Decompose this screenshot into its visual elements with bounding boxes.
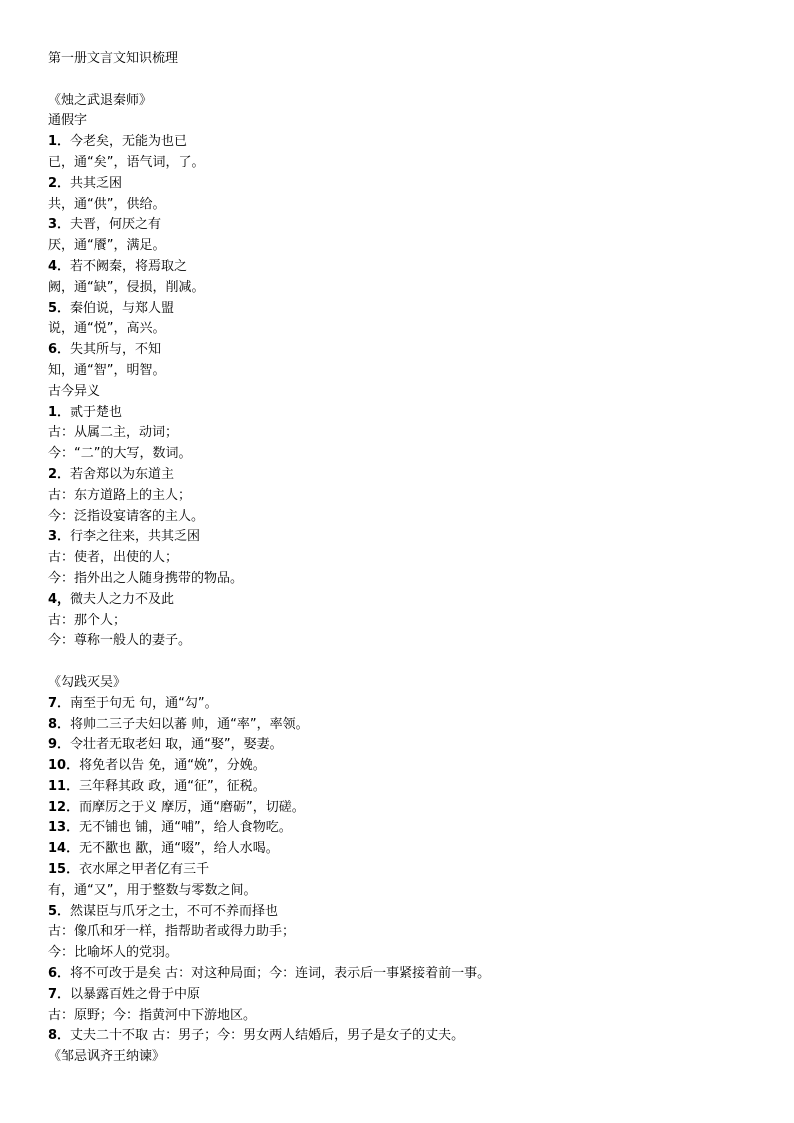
- list-item: [48, 236, 768, 257]
- item-number: 8．: [48, 1028, 71, 1044]
- list-item: [48, 611, 768, 632]
- item-text: 已，通“矣”，语气词，了。: [48, 154, 205, 170]
- list-item: [48, 1006, 768, 1027]
- gou-jian-list: [48, 694, 768, 1048]
- list-item: [48, 943, 768, 964]
- list-item: [48, 195, 768, 216]
- list-item: [48, 1026, 768, 1047]
- item-text: 古：使者，出使的人；: [48, 550, 179, 566]
- list-item: [48, 902, 768, 923]
- list-item: [48, 423, 768, 444]
- tongjia-list: [48, 132, 768, 382]
- item-number: 10．: [48, 758, 80, 774]
- item-text: 共其乏困: [70, 175, 123, 191]
- item-text: 丈夫二十不取 古：男子；今：男女两人结婚后，男子是女子的丈夫。: [70, 1028, 465, 1044]
- item-text: 厌，通“餍”，满足。: [48, 238, 166, 254]
- blank-line: [48, 70, 768, 91]
- item-text: 令壮者无取老妇 取，通“娶”，娶妻。: [70, 737, 283, 753]
- item-text: 无不歠也 歠，通“啜”，给人水喝。: [79, 841, 279, 857]
- subsection-heading-tongjia: 通假字: [48, 113, 88, 129]
- item-number: 6．: [48, 342, 71, 358]
- item-number: 4，: [48, 591, 71, 607]
- item-number: 4．: [48, 258, 71, 274]
- item-text: 而摩厉之于义 摩厉，通“磨砺”，切磋。: [79, 799, 305, 815]
- list-item: [48, 215, 768, 236]
- item-number: 5．: [48, 300, 71, 316]
- item-text: 今：指外出之人随身携带的物品。: [48, 570, 244, 586]
- list-item: [48, 569, 768, 590]
- list-item: [48, 507, 768, 528]
- item-text: 若不阙秦，将焉取之: [70, 258, 188, 274]
- list-item: [48, 486, 768, 507]
- item-number: 3．: [48, 529, 71, 545]
- list-item: [48, 590, 768, 611]
- item-number: 14．: [48, 841, 80, 857]
- item-number: 3．: [48, 217, 71, 233]
- item-text: 贰于楚也: [70, 404, 123, 420]
- item-number: 11．: [48, 778, 80, 794]
- item-text: 共，通“供”，供给。: [48, 196, 166, 212]
- gujin-list: [48, 403, 768, 653]
- list-item: [48, 444, 768, 465]
- list-item: [48, 340, 768, 361]
- item-number: 8．: [48, 716, 71, 732]
- item-text: 今老矣，无能为也已: [70, 134, 188, 150]
- section-zhu-zhi-wu: [48, 91, 768, 653]
- list-item: [48, 756, 768, 777]
- list-item: [48, 319, 768, 340]
- list-item: [48, 174, 768, 195]
- item-text: 衣水犀之甲者亿有三千: [79, 862, 210, 878]
- item-text: 夫晋，何厌之有: [70, 217, 162, 233]
- item-text: 古：那个人；: [48, 612, 127, 628]
- list-item: [48, 798, 768, 819]
- list-item: [48, 631, 768, 652]
- list-item: [48, 694, 768, 715]
- list-item: [48, 818, 768, 839]
- item-text: 无不铺也 铺，通“哺”，给人食物吃。: [79, 820, 292, 836]
- item-text: 微夫人之力不及此: [70, 591, 175, 607]
- item-number: 7．: [48, 986, 71, 1002]
- item-text: 说，通“悦”，高兴。: [48, 321, 166, 337]
- item-number: 13．: [48, 820, 80, 836]
- item-text: 南至于句无 句，通“勾”。: [70, 695, 218, 711]
- item-text: 阙，通“缺”，侵损，削减。: [48, 279, 205, 295]
- blank-line: [48, 652, 768, 673]
- item-number: 5．: [48, 903, 71, 919]
- item-number: 7．: [48, 695, 71, 711]
- item-text: 古：像爪和牙一样，指帮助者或得力助手；: [48, 924, 296, 940]
- section-title: 《邹忌讽齐王纳谏》: [48, 1049, 166, 1065]
- list-item: [48, 361, 768, 382]
- list-item: [48, 985, 768, 1006]
- item-number: 9．: [48, 737, 71, 753]
- section-title: 《勾践灭吴》: [48, 674, 127, 690]
- item-number: 2．: [48, 175, 71, 191]
- document-page: [48, 49, 768, 1068]
- section-gou-jian: [48, 673, 768, 1047]
- item-text: 然谋臣与爪牙之士，不可不养而择也: [70, 903, 279, 919]
- item-text: 知，通“智”，明智。: [48, 362, 166, 378]
- list-item: [48, 278, 768, 299]
- list-item: [48, 299, 768, 320]
- item-text: 将免者以告 免，通“娩”，分娩。: [79, 758, 266, 774]
- list-item: [48, 548, 768, 569]
- item-text: 行李之往来，共其乏困: [70, 529, 201, 545]
- list-item: [48, 257, 768, 278]
- list-item: [48, 922, 768, 943]
- item-number: 12．: [48, 799, 80, 815]
- document-title: 第一册文言文知识梳理: [48, 51, 179, 66]
- list-item: [48, 132, 768, 153]
- item-number: 2．: [48, 466, 71, 482]
- item-text: 将不可改于是矣 古：对这种局面；今：连词，表示后一事紧接着前一事。: [70, 966, 491, 982]
- list-item: [48, 527, 768, 548]
- item-number: 1．: [48, 404, 71, 420]
- subsection-heading-gujin: 古今异义: [48, 383, 101, 399]
- item-text: 古：从属二主，动词；: [48, 425, 179, 441]
- list-item: [48, 715, 768, 736]
- list-item: [48, 403, 768, 424]
- list-item: [48, 465, 768, 486]
- list-item: [48, 881, 768, 902]
- item-text: 秦伯说，与郑人盟: [70, 300, 175, 316]
- list-item: [48, 839, 768, 860]
- item-text: 今：尊称一般人的妻子。: [48, 633, 192, 649]
- list-item: [48, 964, 768, 985]
- item-number: 15．: [48, 862, 80, 878]
- item-number: 1．: [48, 134, 71, 150]
- list-item: [48, 860, 768, 881]
- item-text: 古：原野；今：指黄河中下游地区。: [48, 1007, 257, 1023]
- section-zou-ji: [48, 1047, 768, 1068]
- item-text: 以暴露百姓之骨于中原: [70, 986, 201, 1002]
- list-item: [48, 153, 768, 174]
- item-text: 古：东方道路上的主人；: [48, 487, 192, 503]
- item-number: 6．: [48, 966, 71, 982]
- item-text: 将帅二三子夫妇以蕃 帅，通“率”，率领。: [70, 716, 309, 732]
- item-text: 今：比喻坏人的党羽。: [48, 945, 179, 961]
- list-item: [48, 735, 768, 756]
- item-text: 若舍郑以为东道主: [70, 466, 175, 482]
- section-title: 《烛之武退秦师》: [48, 92, 153, 108]
- item-text: 失其所与，不知: [70, 342, 162, 358]
- item-text: 三年释其政 政，通“征”，征税。: [79, 778, 266, 794]
- list-item: [48, 777, 768, 798]
- item-text: 今：泛指设宴请客的主人。: [48, 508, 205, 524]
- item-text: 有，通“又”，用于整数与零数之间。: [48, 882, 257, 898]
- item-text: 今：“二”的大写，数词。: [48, 446, 192, 462]
